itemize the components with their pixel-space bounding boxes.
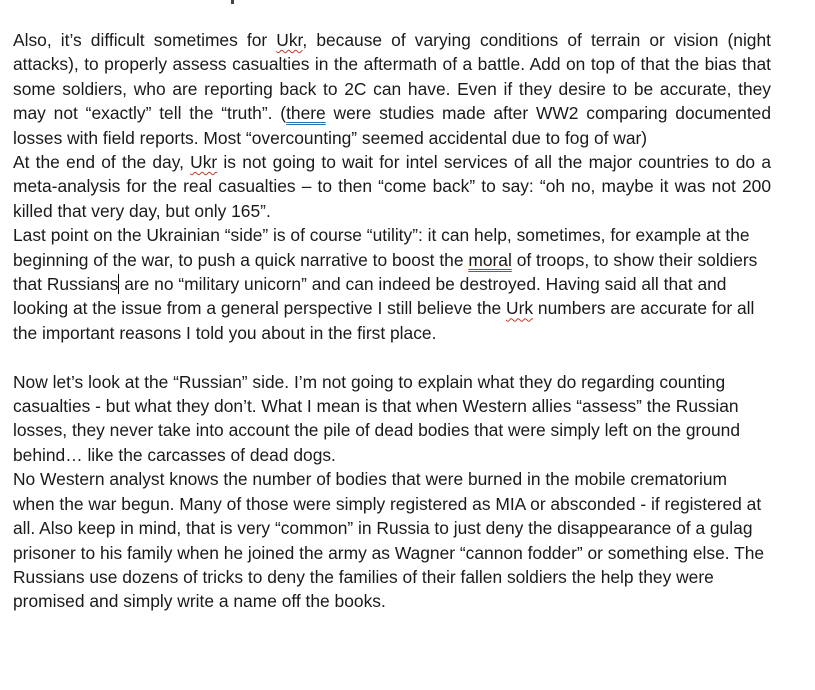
paragraph-end-of-day[interactable] xyxy=(13,150,771,223)
paragraph-text: Now let’s look at the “Russian” side. I’m not going to explain what they do regarding counting casualties - but what they don’t. What I mean is that when Western allies “assess” the Russian losses, they never take into account the pile of dead bodies that were simply left on the ground behind… like the carcasses of dead dogs. xyxy=(13,371,740,465)
document-body[interactable] xyxy=(13,0,771,614)
spelling-flagged-word[interactable]: Ukr xyxy=(190,152,218,173)
paragraph-russian-side[interactable] xyxy=(13,370,771,468)
paragraph-text: of troops, to show their soldiers that Russians xyxy=(13,249,758,295)
paragraph-text: No Western analyst knows the number of bodies that were burned in the mobile crematorium when the war begun. Many of those were simply registered as MIA or absconded - if registered at all. Also keep in mind, that is very “common” in Russia to just deny the disappearance of a gulag prisoner to his family when he joined the army as Wagner “cannon fodder” or something else. The Russians use dozens of tricks to deny the families of their fallen soldiers the help they were promised and simply write a name off the books. xyxy=(13,469,765,612)
paragraph-western-analysts[interactable] xyxy=(13,467,771,613)
empty-paragraph[interactable] xyxy=(13,345,771,369)
paragraph-text: numbers are accurate for all the important reasons I told you about in the first place. xyxy=(13,298,755,343)
paragraph-ukr-casualty-assessment[interactable] xyxy=(13,28,771,150)
previous-line-fragment xyxy=(13,0,771,28)
paragraph-text: , because of varying conditions of terrain or vision (night attacks), to properly assess casualties in the aftermath of a battle. Add on top of that the bias that some soldiers, who are reporting back to 2C can have. Even if they desire to be accurate, they may not “exactly” tell the “truth”. ( xyxy=(13,30,771,124)
paragraph-text: At the end of the day, xyxy=(13,152,191,173)
paragraph-text: are no “military unicorn” and can indeed be destroyed. Having said all that and looking at the issue from a general perspective I still believe the xyxy=(13,274,727,319)
paragraph-text: Last point on the Ukrainian “side” is of course “utility”: it can help, sometimes, for example at the beginning of the war, to push a quick narrative to boost the xyxy=(13,225,750,270)
spelling-flagged-word[interactable]: Ukr xyxy=(276,30,303,50)
grammar-flagged-word[interactable]: moral xyxy=(468,249,512,270)
paragraph-text: were studies made after WW2 comparing documented losses with field reports. Most “overcounting” seemed accidental due to fog of war) xyxy=(13,103,771,148)
grammar-flagged-word[interactable]: there xyxy=(286,103,326,124)
paragraph-utility[interactable] xyxy=(13,223,771,345)
spelling-flagged-word[interactable]: Urk xyxy=(506,298,534,319)
paragraph-text: is not going to wait for intel services of all the major countries to do a meta-analysis for the real casualties – to then “come back” to say: “oh no, maybe it was not 200 killed that very day, but only 165”. xyxy=(13,152,771,221)
text-fragment-mark xyxy=(231,0,234,4)
paragraph-text: Also, it’s difficult sometimes for xyxy=(13,30,277,50)
